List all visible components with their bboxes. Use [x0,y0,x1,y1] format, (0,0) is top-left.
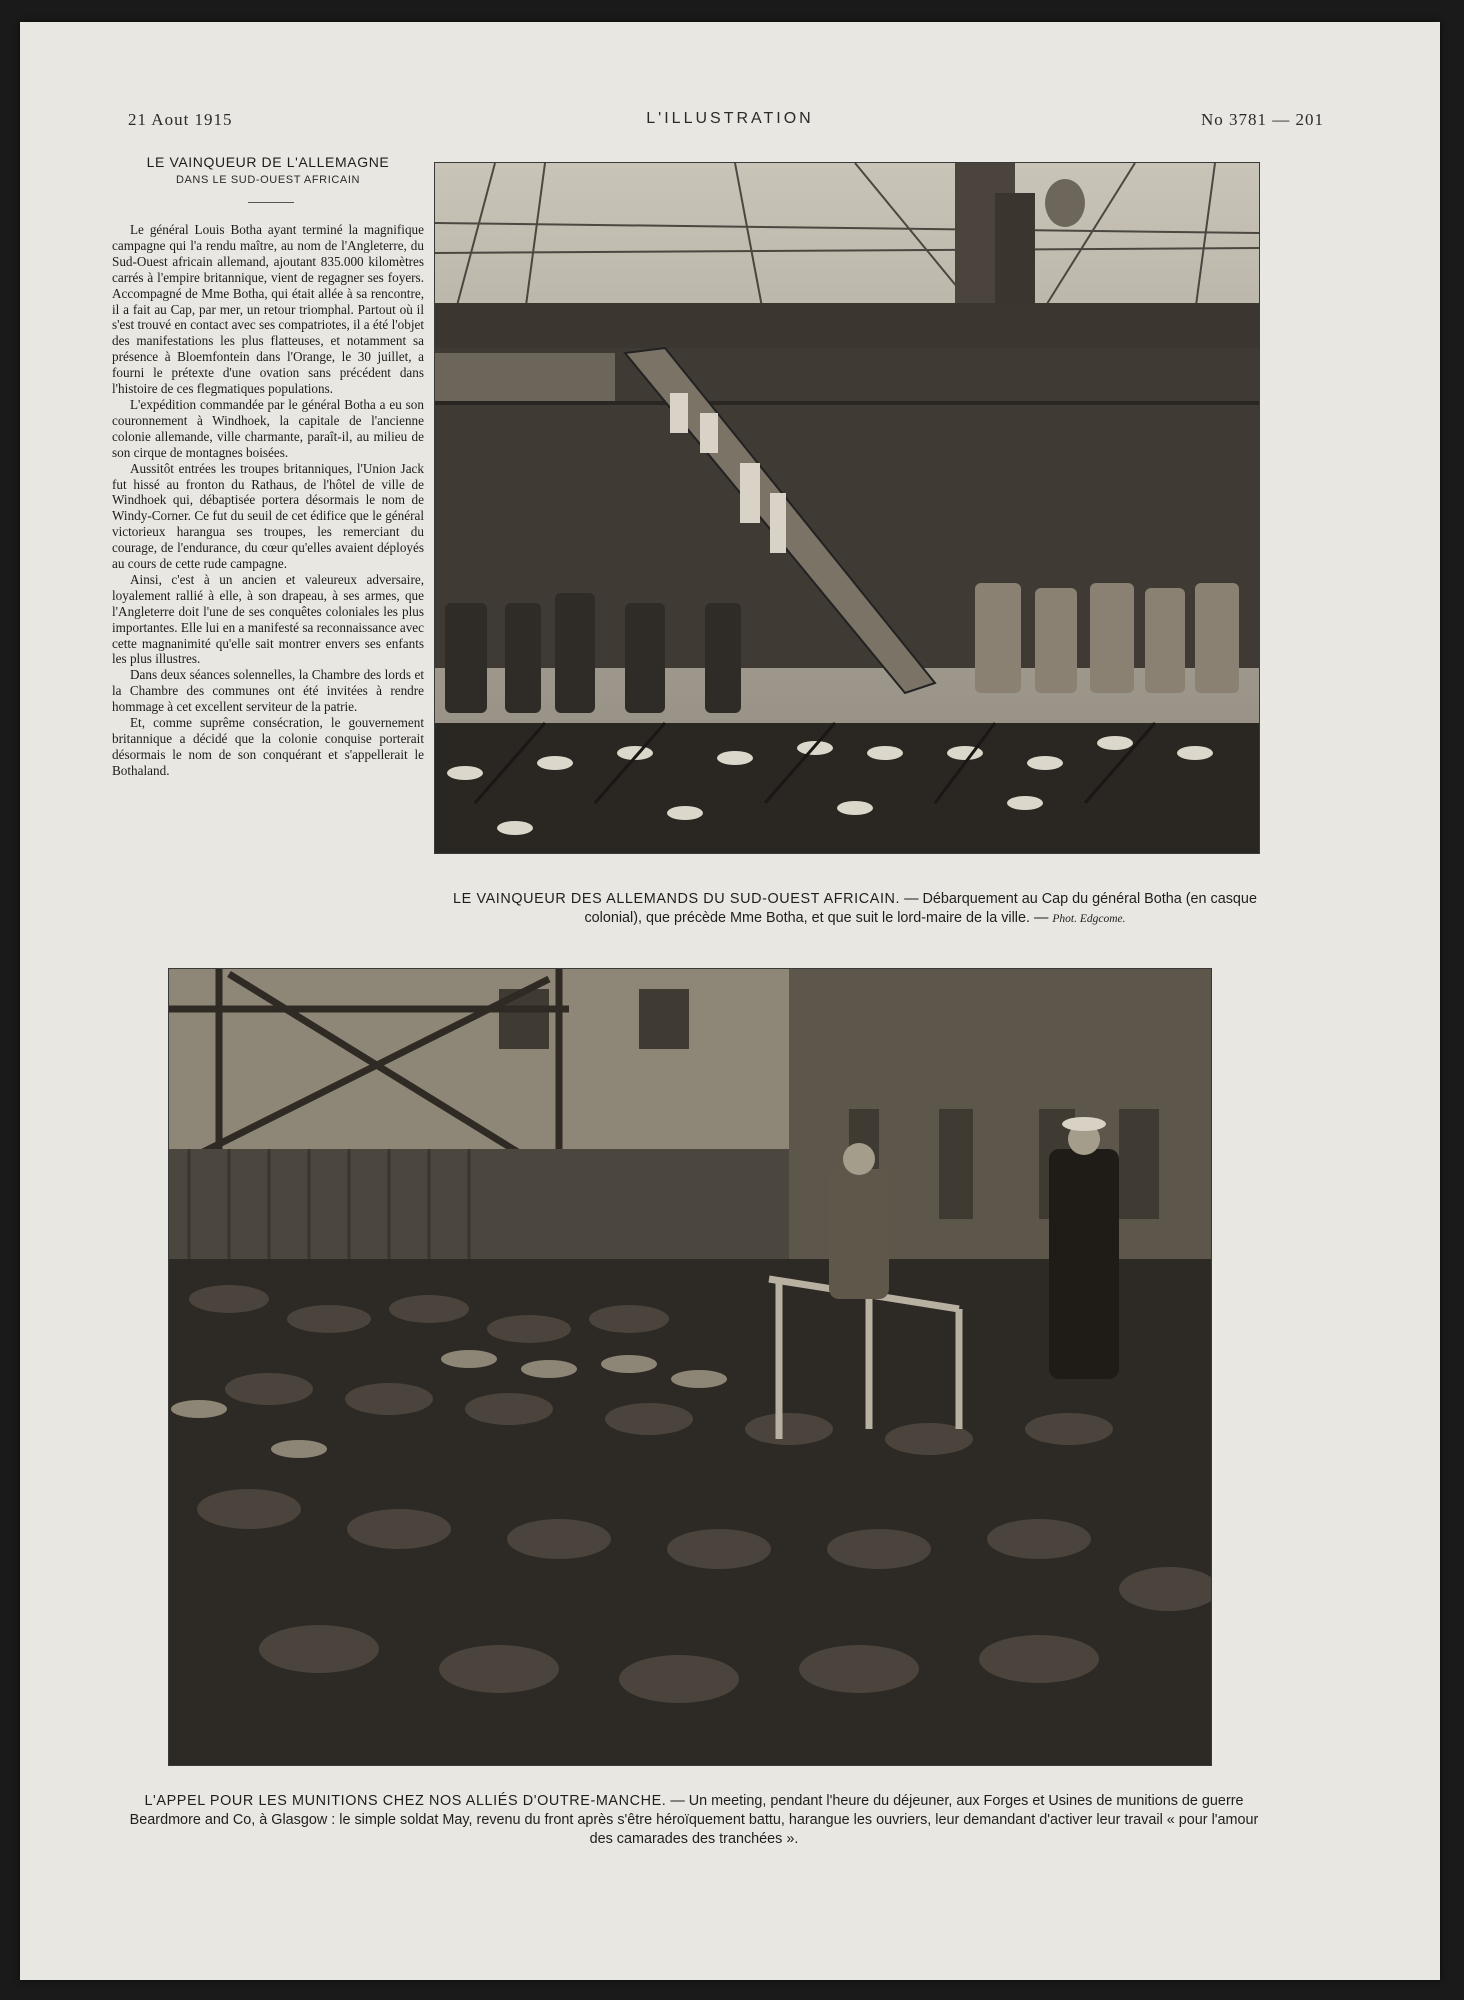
publication-title: L'ILLUSTRATION [646,110,814,127]
article-paragraph: Ainsi, c'est à un ancien et valeureux adversaire, loyalement rallié à elle, à son drapeau, à ses armes, que l'Angleterre doit l'une de ses conquêtes coloniales les plus importantes. Elle lui en a manifesté sa reconnaissance avec cette magnanimité qu'elle sait montrer envers ses enfants les plus illustres. [112,571,424,667]
photo-bottom-caption [124,1792,1264,1849]
photo-top-caption-head: LE VAINQUEUR DES ALLEMANDS DU SUD-OUEST AFRICAIN. [453,891,901,907]
photo-bottom-caption-text: — Un meeting, pendant l'heure du déjeuner, aux Forges et Usines de munitions de guerre Beardmore and Co, à Glasgow : le simple soldat May, revenu du front après s'être héroïquement battu, harangue les ouvriers, leur demandant d'activer leur travail « pour l'amour des camarades des tranchées ». [129,1793,1259,1847]
magazine-page [20,22,1440,1980]
title-divider [248,202,294,203]
munitions-meeting-photo [168,968,1212,1766]
ship-landing-illustration [435,163,1259,853]
photo-bottom-caption-head: L'APPEL POUR LES MUNITIONS CHEZ NOS ALLIÉS D'OUTRE-MANCHE. [144,1793,667,1809]
article-paragraph: Le général Louis Botha ayant terminé la magnifique campagne qui l'a rendu maître, au nom de l'Angleterre, du Sud-Ouest africain allemand, ajoutant 835.000 kilomètres carrés à l'empire britannique, vient de regagner ses foyers. Accompagné de Mme Botha, qui était allée à sa rencontre, il a fait au Cap, par mer, un retour triomphal. Partout où il s'est trouvé en contact avec ses compatriotes, il a été l'objet des manifestations les plus flatteuses, et notamment sa présence à Bloemfontein dans l'Orange, le 30 juillet, a fourni le prétexte d'une ovation sans précédent dans l'histoire de ces flegmatiques populations. [112,222,424,397]
article-body [112,222,424,779]
photo-top-caption-text: — Débarquement au Cap du général Botha (en casque colonial), que précède Mme Botha, et que suit le lord-maire de la ville. — [584,891,1257,926]
page-date: 21 Aout 1915 [128,110,233,129]
photo-top-caption [440,890,1270,929]
issue-page-number: No 3781 — 201 [1200,110,1324,129]
article-paragraph: Dans deux séances solennelles, la Chambre des lords et la Chambre des communes ont été invitées à rendre hommage à cet excellent serviteur de la patrie. [112,667,424,715]
article-paragraph: Aussitôt entrées les troupes britanniques, l'Union Jack fut hissé au fronton du Rathaus, de l'hôtel de ville de Windhoek qui, débaptisée portera désormais le nom de Windy-Corner. Ce fut du seuil de cet édifice que le général victorieux harangua ses troupes, les remerciant du courage, de l'endurance, du cœur qu'elles avaient déployés au cours de cette rude campagne. [112,460,424,572]
munitions-meeting-illustration [169,969,1211,1765]
article-paragraph: L'expédition commandée par le général Botha a eu son couronnement à Windhoek, la capitale de l'ancienne colonie allemande, ville charmante, paraît-il, au milieu de son cirque de montagnes boisées. [112,396,424,460]
ship-landing-photo [434,162,1260,854]
article-subtitle: DANS LE SUD-OUEST AFRICAIN [175,174,361,186]
article-paragraph: Et, comme suprême consécration, le gouvernement britannique a décidé que la colonie conquise porterait désormais le nom de son conquérant et s'appellerait le Bothaland. [112,715,424,778]
article-title: LE VAINQUEUR DE L'ALLEMAGNE [146,154,390,170]
photo-credit: Phot. Edgcome. [1052,913,1126,925]
